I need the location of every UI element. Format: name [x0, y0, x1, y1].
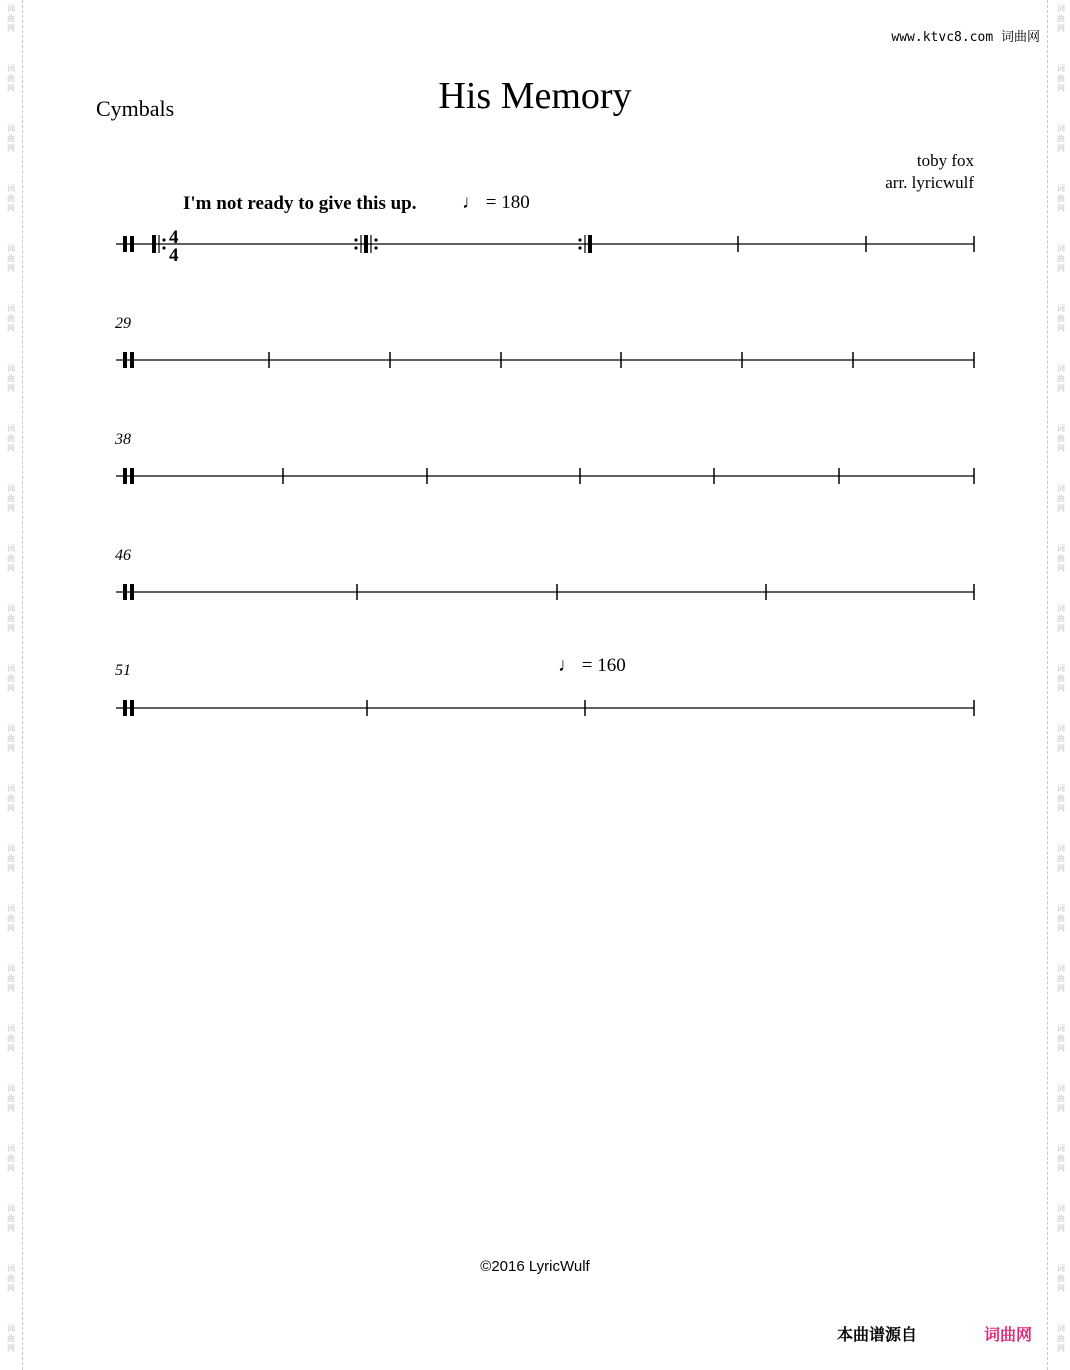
arranger: arr. lyricwulf	[885, 173, 974, 192]
side-watermark-glyphs: 词 曲 网	[7, 664, 15, 693]
side-watermark-glyphs: 词 曲 网	[1057, 1324, 1065, 1353]
instrument-name: Cymbals	[96, 96, 175, 121]
side-watermark-glyphs: 词 曲 网	[1057, 64, 1065, 93]
side-watermark-glyphs: 词 曲 网	[7, 784, 15, 813]
side-watermark-glyphs: 词 曲 网	[1057, 424, 1065, 453]
side-watermark-glyphs: 词 曲 网	[7, 364, 15, 393]
side-watermark-glyphs: 词 曲 网	[7, 904, 15, 933]
side-watermark-glyphs: 词 曲 网	[7, 724, 15, 753]
side-watermark-glyphs: 词 曲 网	[1057, 244, 1065, 273]
side-watermark-glyphs: 词 曲 网	[1057, 664, 1065, 693]
measure-number-51: 51	[115, 662, 131, 679]
quarter-note-icon: ♩	[462, 192, 481, 213]
side-watermark-glyphs: 词 曲 网	[1057, 304, 1065, 333]
staff-system-3	[116, 468, 974, 484]
side-watermark-glyphs: 词 曲 网	[1057, 964, 1065, 993]
side-watermark-glyphs: 词 曲 网	[7, 484, 15, 513]
side-watermark-glyphs: 词 曲 网	[7, 1084, 15, 1113]
side-watermark-glyphs: 词 曲 网	[1057, 1024, 1065, 1053]
time-signature-bottom: 4	[169, 245, 179, 266]
tempo-value-2: = 160	[581, 655, 626, 676]
measure-number-46: 46	[115, 547, 131, 564]
site-name: 词曲网	[1000, 30, 1040, 45]
side-watermark-glyphs: 词 曲 网	[7, 4, 15, 33]
side-watermark-glyphs: 词 曲 网	[1057, 1084, 1065, 1113]
side-watermark-glyphs: 词 曲 网	[7, 544, 15, 573]
side-watermark-glyphs: 词 曲 网	[7, 844, 15, 873]
percussion-clef	[123, 584, 127, 600]
expression-text: I'm not ready to give this up.	[183, 193, 417, 214]
side-watermark-glyphs: 词 曲 网	[1057, 604, 1065, 633]
time-signature-top: 4	[169, 227, 179, 248]
measure-number-29: 29	[115, 315, 131, 332]
side-watermark-glyphs: 词 曲 网	[7, 1324, 15, 1353]
percussion-clef	[130, 700, 134, 716]
copyright: ©2016 LyricWulf	[480, 1258, 590, 1275]
side-watermark-glyphs: 词 曲 网	[1057, 1264, 1065, 1293]
side-watermark-glyphs: 词 曲 网	[7, 64, 15, 93]
score-title: His Memory	[438, 75, 632, 117]
percussion-clef	[130, 584, 134, 600]
source-label: 本曲谱源自	[837, 1325, 918, 1344]
side-watermark-glyphs: 词 曲 网	[1057, 724, 1065, 753]
percussion-clef	[123, 236, 127, 252]
side-watermark-glyphs: 词 曲 网	[1057, 1144, 1065, 1173]
side-watermark-glyphs: 词 曲 网	[1057, 4, 1065, 33]
side-watermark-glyphs: 词 曲 网	[7, 964, 15, 993]
side-watermark-glyphs: 词 曲 网	[7, 604, 15, 633]
side-watermark-glyphs: 词 曲 网	[7, 184, 15, 213]
staff-system-4	[116, 584, 974, 600]
percussion-clef	[130, 236, 134, 252]
side-watermark-glyphs: 词 曲 网	[7, 1204, 15, 1233]
side-watermark-glyphs: 词 曲 网	[1057, 904, 1065, 933]
side-watermark-glyphs: 词 曲 网	[1057, 844, 1065, 873]
quarter-note-icon: ♩	[558, 655, 577, 676]
side-watermark-glyphs: 词 曲 网	[1057, 184, 1065, 213]
side-watermark-glyphs: 词 曲 网	[7, 1024, 15, 1053]
tempo-value-1: = 180	[485, 192, 530, 213]
percussion-clef	[123, 468, 127, 484]
percussion-clef	[123, 352, 127, 368]
percussion-clef	[130, 468, 134, 484]
side-watermark-glyphs: 词 曲 网	[7, 1264, 15, 1293]
percussion-clef	[123, 700, 127, 716]
side-watermark-glyphs: 词 曲 网	[1057, 784, 1065, 813]
composer: toby fox	[916, 151, 974, 170]
side-watermark-glyphs: 词 曲 网	[1057, 484, 1065, 513]
side-watermark-glyphs: 词 曲 网	[1057, 1204, 1065, 1233]
percussion-clef	[130, 352, 134, 368]
source-site: 词曲网	[984, 1325, 1033, 1344]
side-watermark-glyphs: 词 曲 网	[7, 424, 15, 453]
side-watermark-glyphs: 词 曲 网	[7, 304, 15, 333]
staff-system-1	[116, 227, 974, 266]
side-watermark-glyphs: 词 曲 网	[7, 124, 15, 153]
side-watermark-glyphs: 词 曲 网	[1057, 364, 1065, 393]
staff-system-5	[116, 700, 974, 716]
side-watermark-glyphs: 词 曲 网	[1057, 544, 1065, 573]
side-watermark-glyphs: 词 曲 网	[1057, 124, 1065, 153]
staff-system-2	[116, 352, 974, 368]
site-url: www.ktvc8.com	[891, 30, 994, 45]
measure-number-38: 38	[115, 431, 131, 448]
side-watermark-glyphs: 词 曲 网	[7, 1144, 15, 1173]
side-watermark-glyphs: 词 曲 网	[7, 244, 15, 273]
